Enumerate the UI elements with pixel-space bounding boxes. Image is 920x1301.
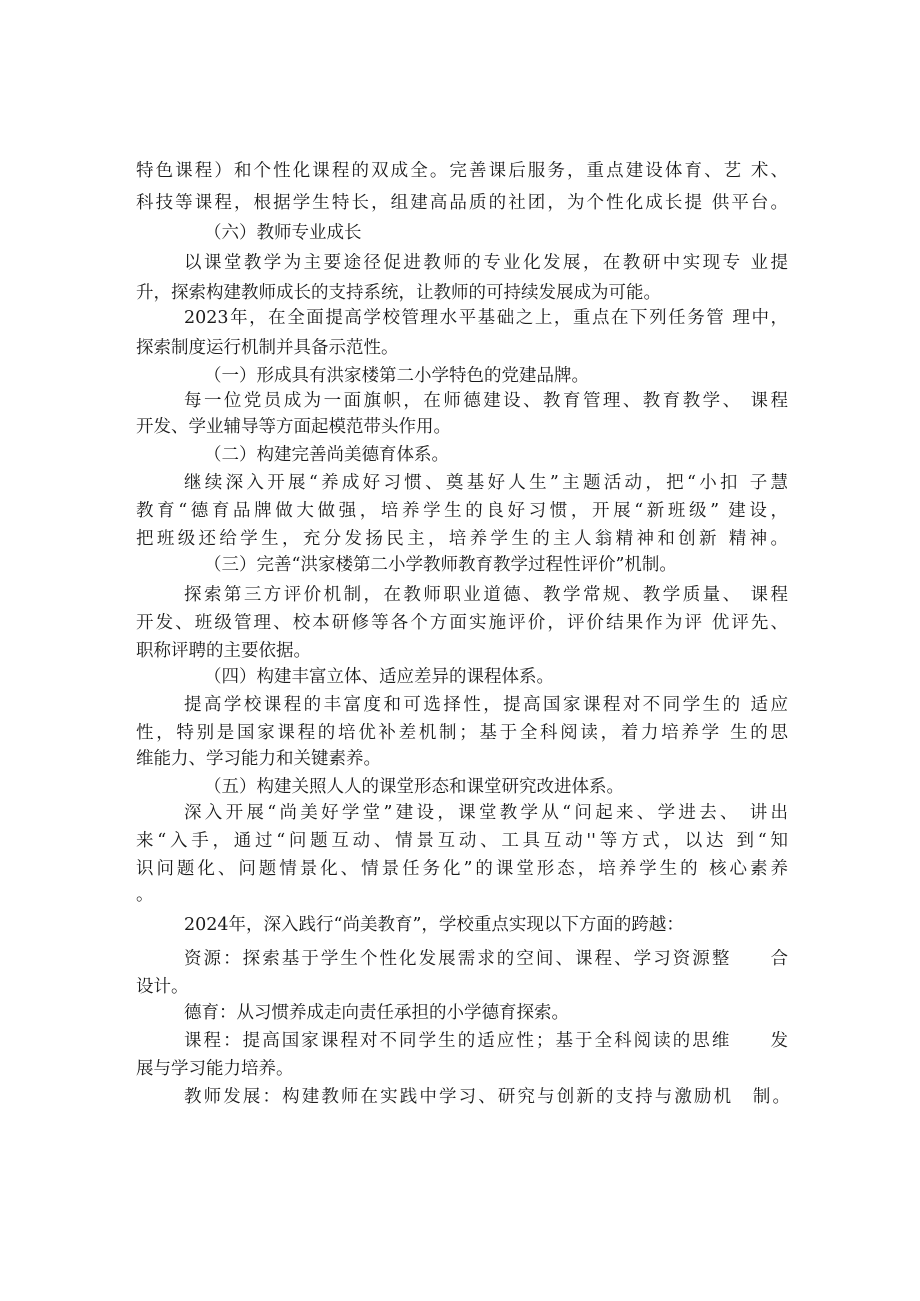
paragraph-curriculum: 课程：提高国家课程对不同学生的适应性；基于全科阅读的思维 发 — [184, 1031, 788, 1051]
section-heading-teacher-growth: （六）教师专业成长 — [204, 223, 362, 243]
paragraph-2024-intro: 2024年，深入践行“尚美教育”，学校重点实现以下方面的跨越： — [184, 915, 684, 935]
text-line-continuation: 识问题化、问题情景化、情景任务化”的课堂形态，培养学生的 核心素养 — [136, 859, 788, 879]
paragraph-2023-intro: 2023年，在全面提高学校管理水平基础之上，重点在下列任务管 理中， — [184, 308, 788, 328]
text-line-continuation: 。 — [136, 885, 154, 905]
paragraph-first-line: 提高学校课程的丰富度和可选择性，提高国家课程对不同学生的 适应 — [184, 695, 788, 715]
item-heading-moral-education: （二）构建完善尚美德育体系。 — [204, 445, 449, 465]
item-heading-teacher-evaluation: （三）完善“洪家楼第二小学教师教育教学过程性评价”机制。 — [204, 555, 677, 575]
item-heading-party-brand: （一）形成具有洪家楼第二小学特色的党建品牌。 — [204, 366, 589, 386]
text-line-continuation: 职称评聘的主要依据。 — [136, 641, 311, 661]
text-line-continuation: 特色课程）和个性化课程的双成全。完善课后服务，重点建设体育、艺 术、 — [136, 161, 788, 181]
paragraph-moral: 德育：从习惯养成走向责任承担的小学德育探索。 — [184, 1003, 569, 1023]
paragraph-first-line: 以课堂教学为主要途径促进教师的专业化发展，在教研中实现专 业提 — [184, 253, 788, 273]
text-line-continuation: 设计。 — [136, 977, 189, 997]
text-line-continuation: 性，特别是国家课程的培优补差机制；基于全科阅读，着力培养学 生的思 — [136, 723, 788, 743]
text-line-continuation: 展与学习能力培养。 — [136, 1059, 294, 1079]
text-line-continuation: 升，探索构建教师成长的支持系统，让教师的可持续发展成为可能。 — [136, 283, 661, 303]
paragraph-resources: 资源：探索基于学生个性化发展需求的空间、课程、学习资源整 合 — [184, 949, 788, 969]
paragraph-first-line: 继续深入开展“养成好习惯、奠基好人生”主题活动，把“小扣 子慧 — [184, 473, 788, 493]
text-line-continuation: 教育“德育品牌做大做强，培养学生的良好习惯，开展“新班级” 建设， — [136, 501, 788, 521]
text-line-continuation: 科技等课程，根据学生特长，组建高品质的社团，为个性化成长提 供平台。 — [136, 193, 788, 213]
paragraph-first-line: 深入开展“尚美好学堂”建设，课堂教学从“问起来、学进去、 讲出 — [184, 803, 788, 823]
text-line-continuation: 把班级还给学生，充分发扬民主，培养学生的主人翁精神和创新 精神。 — [136, 529, 788, 549]
text-line-continuation: 维能力、学习能力和关键素养。 — [136, 749, 381, 769]
text-line-continuation: 探索制度运行机制并具备示范性。 — [136, 338, 399, 358]
item-heading-classroom-form: （五）构建关照人人的课堂形态和课堂研究改进体系。 — [204, 777, 624, 797]
paragraph-teacher-development: 教师发展：构建教师在实践中学习、研究与创新的支持与激励机 制。 — [184, 1087, 790, 1107]
paragraph-first-line: 每一位党员成为一面旗帜，在师德建设、教育管理、教育教学、 课程 — [184, 391, 788, 411]
text-line-continuation: 开发、班级管理、校本研修等各个方面实施评价，评价结果作为评 优评先、 — [136, 613, 788, 633]
text-line-continuation: 来“入手，通过“问题互动、情景互动、工具互动''等方式，以达 到“知 — [136, 831, 788, 851]
paragraph-first-line: 探索第三方评价机制，在教师职业道德、教学常规、教学质量、 课程 — [184, 585, 788, 605]
item-heading-curriculum-system: （四）构建丰富立体、适应差异的课程体系。 — [204, 667, 554, 687]
text-line-continuation: 开发、学业辅导等方面起模范带头作用。 — [136, 417, 451, 437]
